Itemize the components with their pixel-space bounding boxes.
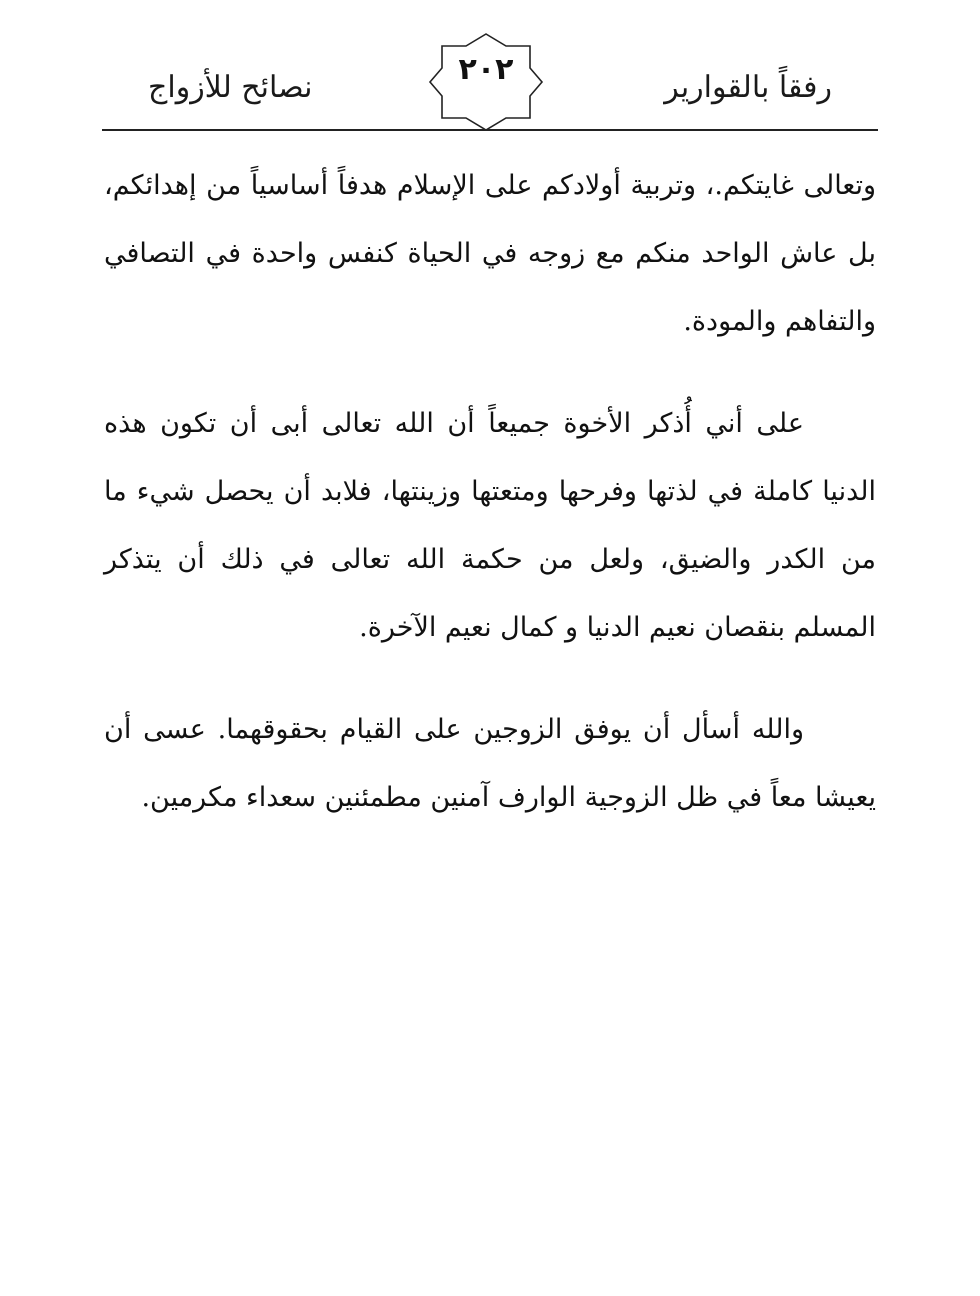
header-divider	[102, 129, 878, 131]
page-number: ٢٠٢	[458, 52, 514, 87]
body-paragraph-1: وتعالى غايتكم.، وتربية أولادكم على الإسلام هدفاً أساسياً من إهدائكم، بل عاش الواحد منكم مع زوجه في الحياة كنفس واحدة في التصافي والتفاهم والمودة.	[104, 170, 876, 337]
book-title: رفقاً بالقوارير	[664, 70, 832, 105]
section-title: نصائح للأزواج	[148, 70, 313, 105]
page-number-badge	[428, 32, 544, 132]
page-body	[104, 152, 876, 832]
page-header	[0, 0, 980, 132]
body-paragraph-3: والله أسأل أن يوفق الزوجين على القيام بحقوقهما. عسى أن يعيشا معاً في ظل الزوجية الوارف آمنين مطمئنين سعداء مكرمين.	[104, 714, 876, 813]
body-paragraph-2: على أني أُذكر الأخوة جميعاً أن الله تعالى أبى أن تكون هذه الدنيا كاملة في لذتها وفرحها ومتعتها وزينتها، فلابد أن يحصل شيء ما من الكدر والضيق، ولعل من حكمة الله تعالى في ذلك أن يتذكر المسلم بنقصان نعيم الدنيا و كمال نعيم الآخرة.	[104, 408, 876, 643]
